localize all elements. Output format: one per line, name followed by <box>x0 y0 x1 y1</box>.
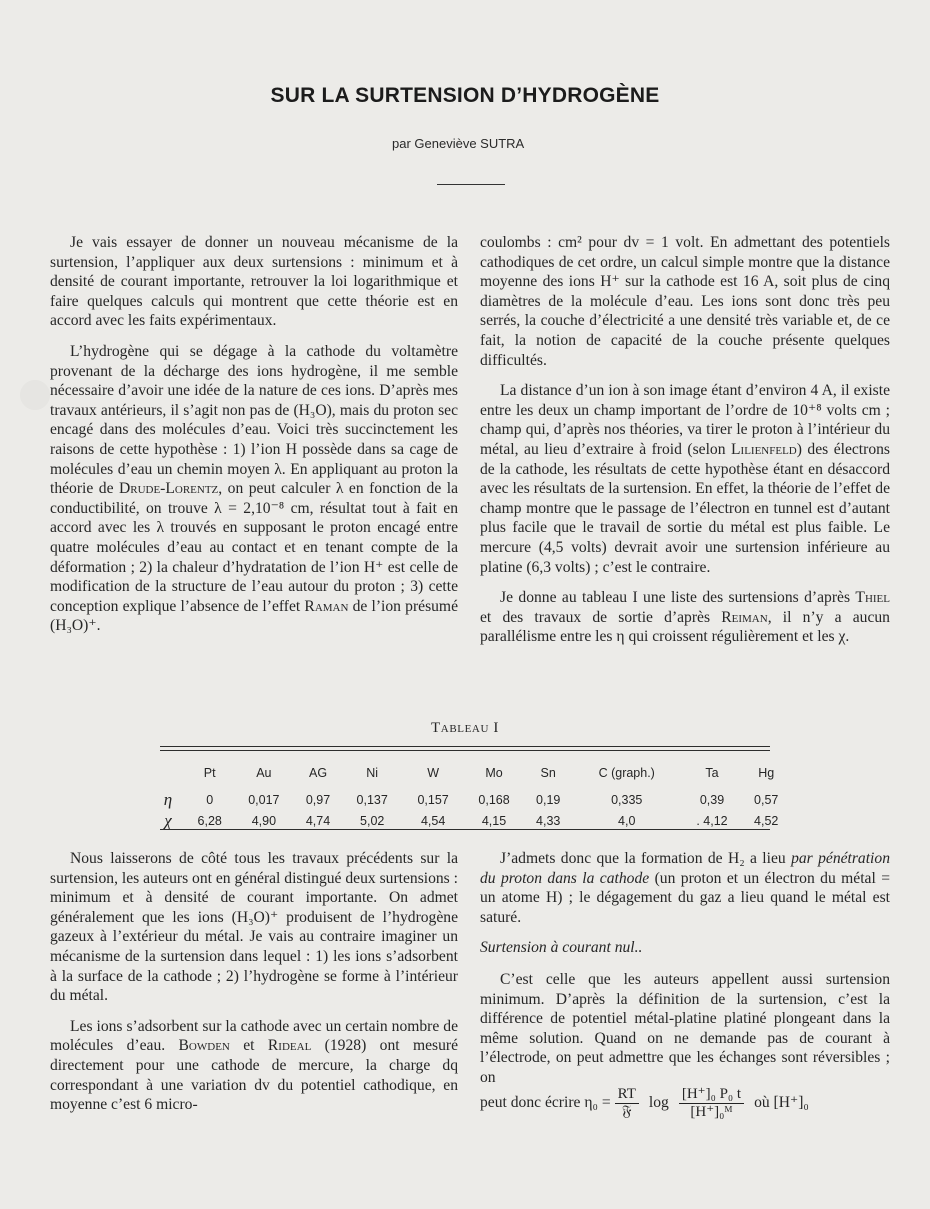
name-drude-lorentz: Drude-Lorentz <box>118 480 219 498</box>
name-raman: Raman <box>304 597 349 615</box>
table-cell: 0,168 <box>478 792 510 807</box>
table-cell: 4,90 <box>251 813 277 828</box>
row-label-eta: η <box>163 789 173 809</box>
table-cell: 4,0 <box>618 813 636 828</box>
table-caption: Tableau I <box>431 720 499 736</box>
paragraph-ion-image: La distance d’un ion à son image étant d’environ 4 A, il existe entre les deux un champ important de l’ordre de 10⁺⁸ volts cm ; champ qui, d’après nos théories, va tirer le proton à l’intérieur du métal, au lieu d’extraire à froid (selon Lilienfeld) des électrons de la cathode, les résultats de cette hypothèse étant en désaccord avec les résultats de la surtension. En effet, la théorie de l’effet de champ montre que le passage de l’électron en tunnel est d’autant plus facile que le travail de sortie du métal est plus faible. Le mercure (4,5 volts) devrait avoir une surtension inférieure au platine (6,3 volts) ; c’est le contraire. <box>480 382 890 576</box>
fraction-rt-f: $\frac{RT}{\text{𝔉}}$ <box>615 1086 639 1121</box>
table-header: C (graph.) <box>598 765 655 780</box>
title-separator <box>437 184 505 185</box>
name-lilienfeld: Lilienfeld <box>731 440 797 458</box>
fraction-concentration: $\frac{\text{[H⁺]₀ P₀ t}}{\text{[H⁺]₀ᴹ}}$ <box>679 1086 744 1121</box>
table-cell: 4,74 <box>305 813 331 828</box>
table-cell: 0,97 <box>305 792 331 807</box>
table-cell: 6,28 <box>197 813 222 828</box>
article-author: par Geneviève SUTRA <box>392 136 525 151</box>
column-right-bottom <box>480 849 890 1121</box>
column-left-bottom <box>50 849 458 1126</box>
emphasis-penetration: par pénétration du proton dans la cathode <box>480 850 890 887</box>
paragraph-hydrogen-ions: L’hydrogène qui se dégage à la cathode du voltamètre provenant de la décharge des ions hydrogène, il me semble nécessaire d’avoir une idée de la nature de ces ions. D’après mes travaux antérieurs, il s’agit non pas de (H₃O), mais du proton sec encagé dans des molécules d’eau. Voici très succinctement les raisons de cette hypothèse : 1) l’ion H possède dans sa cage de molécules d’eau un chemin moyen λ. En appliquant au proton la théorie de Drude-Lorentz, on peut calculer λ en fonction de la conductibilité, on trouve λ = 2,10⁻⁸ cm, résultat tout à fait en accord avec les λ trouvés en supposant le proton encagé entre quatre molécules d’eau au contact et en tenant compte de la déformation ; 2) la chaleur d’hydratation de l’ion H⁺ est celle de modification de la structure de l’eau autour du proton ; 3) cette conception explique l’absence de l’effet Raman de l’ion présumé (H₃O)⁺. <box>50 342 458 635</box>
table-header: Sn <box>540 765 556 780</box>
table-cell: 0,017 <box>248 792 280 807</box>
table-header: Au <box>256 765 272 780</box>
table-header: Mo <box>485 765 503 780</box>
table-cell: 0,335 <box>611 792 643 807</box>
column-left-top <box>50 233 458 647</box>
section-heading-courant-nul: Surtension à courant nul.. <box>480 939 643 957</box>
paragraph-intro: Je vais essayer de donner un nouveau mécanisme de la surtension, l’appliquer aux deux surtensions : minimum et à densité de courant importante, retrouver la loi logarithmique et faire quelques calculs qui montrent que cette théorie est en accord avec les faits expérimentaux. <box>50 234 458 330</box>
table-cell: 0,137 <box>356 792 388 807</box>
paragraph-adsorption: Les ions s’adsorbent sur la cathode avec un certain nombre de molécules d’eau. Bowden et Rideal (1928) ont mesuré directement pour une cathode de mercure, la charge dq correspondant à une variation dv du potentiel cathodique, en moyenne c’est 6 micro- <box>50 1017 458 1114</box>
name-bowden: Bowden <box>178 1037 230 1055</box>
table-cell: 4,33 <box>536 813 561 828</box>
surtension-table <box>150 762 790 831</box>
table-cell: 4,52 <box>754 813 779 828</box>
table-header: AG <box>309 765 328 780</box>
paragraph-coulombs: coulombs : cm² pour dv = 1 volt. En admettant des potentiels cathodiques de cet ordre, un calcul simple montre que la distance moyenne des ions H⁺ sur la cathode est 16 A, soit plus de cinq diamètres de la molécule d’eau. Les ions sont donc très peu serrés, la couche d’électricité a une densité très variable et, de ce fait, la notion de capacité de la couche présente quelques difficultés. <box>480 234 890 369</box>
table-header: W <box>427 765 440 780</box>
column-right-top <box>480 233 890 658</box>
paragraph-formation-h2: J’admets donc que la formation de H₂ a lieu par pénétration du proton dans la cathode (un proton et un électron du métal = un atome H) ; le dégagement du gaz a lieu quand le métal est saturé. <box>480 850 890 926</box>
table-rule-bottom <box>160 829 770 830</box>
table-header: Hg <box>758 765 775 780</box>
name-thiel: Thiel <box>855 589 890 607</box>
paragraph-surtension-minimum: C’est celle que les auteurs appellent aussi surtension minimum. D’après la définition de la surtension, c’est la différence de potentiel métal-platine platiné plongeant dans la même solution. Quand on ne demande pas de courant à l’électrode, on peut admettre que les échanges sont réversibles ; on <box>480 970 890 1086</box>
table-cell: 0,157 <box>417 792 449 807</box>
table-cell: 5,02 <box>360 813 385 828</box>
table-header: Pt <box>203 765 216 780</box>
table-cell: 0,57 <box>754 792 779 807</box>
paper-stain <box>20 380 50 410</box>
table-cell: 0,39 <box>699 792 725 807</box>
paragraph-mechanism: Nous laisserons de côté tous les travaux précédents sur la surtension, les auteurs ont en général distingué deux surtensions : minimum et à densité de courant importante. On admet généralement que les ions (H₃O)⁺ produisent de l’hydrogène gazeux à l’extérieur du métal. Je vais au contraire imaginer un mécanisme de la surtension dans lequel : 1) les ions s’adsorbent à la surface de la cathode ; 2) l’hydrogène se forme à l’intérieur du métal. <box>50 850 458 1005</box>
table-header-row <box>150 762 790 783</box>
table-header: Ni <box>366 765 379 780</box>
table-cell: 4,15 <box>481 813 507 828</box>
equation-eta-zero: peut donc écrire η₀ = $\frac{RT}{\text{𝔉}}$ log $\frac{\text{[H⁺]₀ P₀ t}}{\text{[H⁺]₀ᴹ}}$ où [H⁺]₀ <box>480 1085 809 1120</box>
table-header: Ta <box>705 765 719 780</box>
article-title: SUR LA SURTENSION D’HYDROGÈNE <box>270 84 660 107</box>
table-cell: 4,54 <box>420 813 446 828</box>
table-rule-top-2 <box>160 750 770 751</box>
table-row <box>150 810 790 831</box>
name-rideal: Rideal <box>267 1037 312 1055</box>
table-rule-top-1 <box>160 746 770 747</box>
row-label-chi: χ <box>164 810 172 830</box>
table-cell: . 4,12 <box>696 813 728 828</box>
name-reiman: Reiman <box>721 608 768 626</box>
table-cell: 0,19 <box>536 792 561 807</box>
paragraph-tableau-intro: Je donne au tableau I une liste des surtensions d’après Thiel et des travaux de sortie d’après Reiman, il n’y a aucun parallélisme entre les η qui croissent régulièrement et les χ. <box>480 589 890 646</box>
table-row <box>150 789 790 810</box>
table-cell: 0 <box>206 792 214 807</box>
